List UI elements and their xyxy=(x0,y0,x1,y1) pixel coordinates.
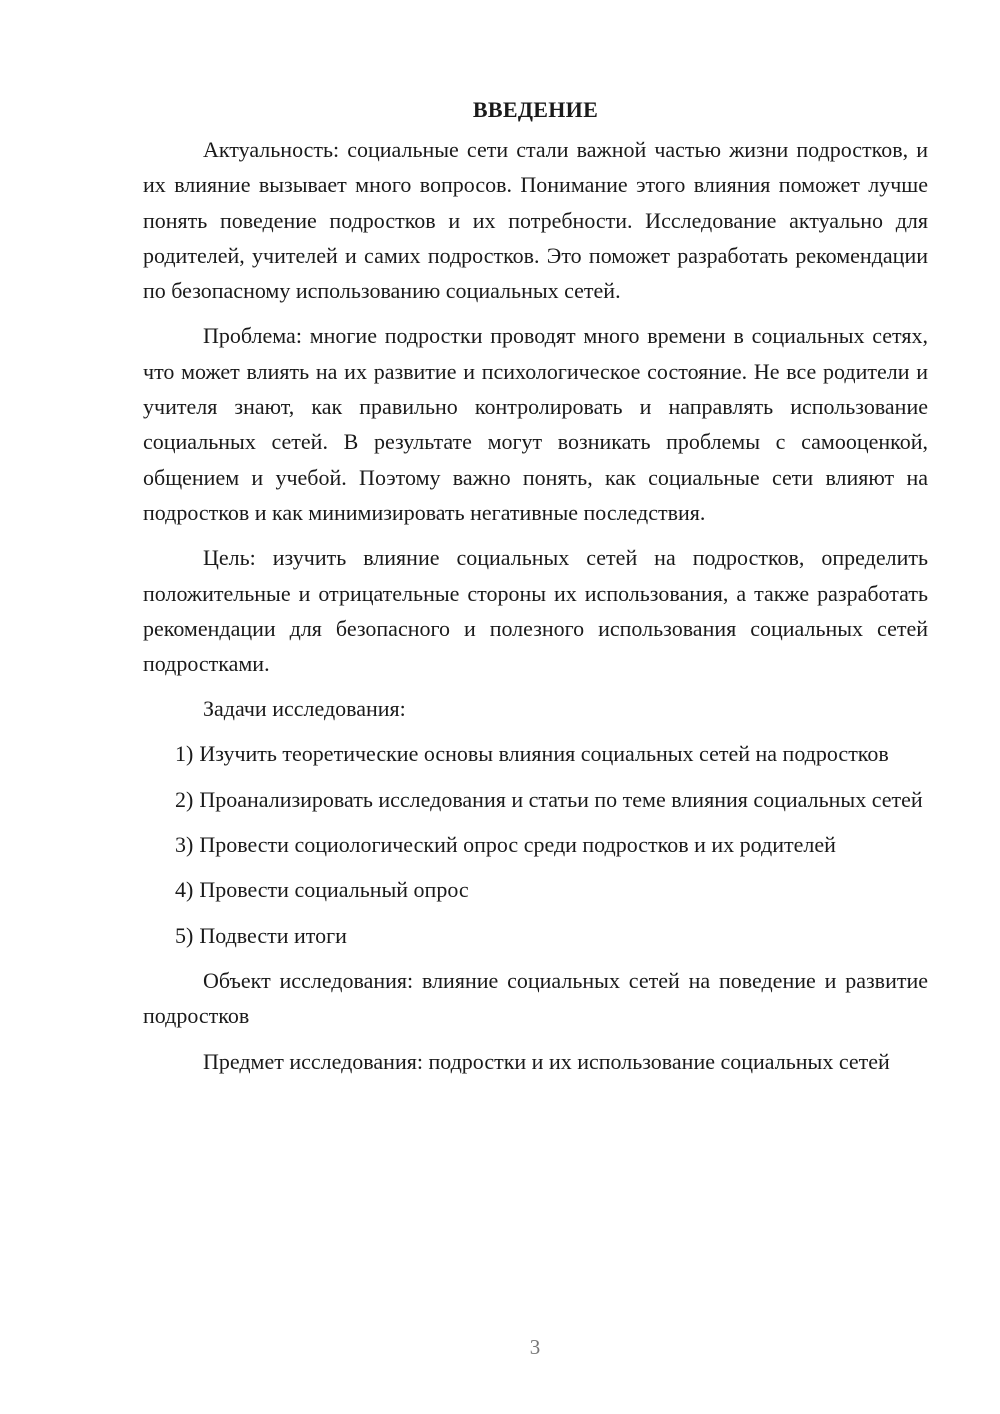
task-text: Изучить теоретические основы влияния социальных сетей на подростков xyxy=(199,741,889,767)
task-number: 2) xyxy=(175,786,194,812)
task-text: Подвести итоги xyxy=(199,922,347,948)
task-text: Проанализировать исследования и статьи по теме влияния социальных сетей xyxy=(199,786,923,812)
page-content xyxy=(143,92,928,1089)
section-title: ВВЕДЕНИЕ xyxy=(472,97,599,122)
task-text: Провести социальный опрос xyxy=(199,877,469,903)
paragraph-relevance: Актуальность: социальные сети стали важной частью жизни подростков, и их влияние вызывает много вопросов. Понимание этого влияния поможет лучше понять поведение подростков и их потребности. Исследование актуально для родителей, учителей и самих подростков. Это поможет разработать рекомендации по безопасному использованию социальных сетей. xyxy=(143,137,928,304)
task-item-3 xyxy=(143,827,928,862)
paragraph-subject: Предмет исследования: подростки и их использование социальных сетей xyxy=(203,1048,890,1074)
tasks-heading: Задачи исследования: xyxy=(203,696,406,722)
task-item-5 xyxy=(143,918,928,953)
task-number: 5) xyxy=(175,922,194,948)
paragraph-object: Объект исследования: влияние социальных сетей на поведение и развитие подростков xyxy=(143,967,928,1029)
task-number: 1) xyxy=(175,741,194,767)
task-item-2 xyxy=(143,782,928,817)
task-number: 3) xyxy=(175,832,194,858)
task-text: Провести социологический опрос среди подростков и их родителей xyxy=(199,832,836,858)
task-item-4 xyxy=(143,872,928,907)
task-number: 4) xyxy=(175,877,194,903)
page-number: 3 xyxy=(529,1335,541,1359)
paragraph-problem: Проблема: многие подростки проводят много времени в социальных сетях, что может влиять на их развитие и психологическое состояние. Не все родители и учителя знают, как правильно контролировать и направлять использование социальных сетей. В результате могут возникать проблемы с самооценкой, общением и учебой. Поэтому важно понять, как социальные сети влияют на подростков и как минимизировать негативные последствия. xyxy=(143,323,928,525)
paragraph-goal: Цель: изучить влияние социальных сетей на подростков, определить положительные и отрицательные стороны их использования, а также разработать рекомендации для безопасного и полезного использования социальных сетей подростками. xyxy=(143,545,928,677)
task-item-1 xyxy=(143,736,928,771)
